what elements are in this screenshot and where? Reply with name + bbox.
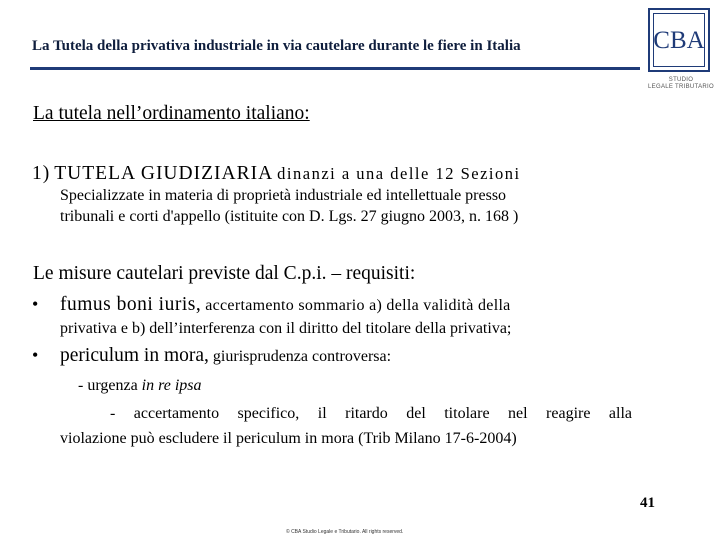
accertamento-paragraph <box>60 401 632 451</box>
bullet-fumus-cont: privativa e b) dell’interferenza con il diritto del titolare della privativa; <box>60 320 512 337</box>
bullet-periculum-desc: giurisprudenza controversa: <box>212 348 392 365</box>
logo-frame <box>648 8 710 72</box>
tutela-number: 1) <box>32 163 51 184</box>
bullet-symbol: • <box>32 345 39 365</box>
bullet-fumus-term: fumus boni iuris, <box>60 294 202 315</box>
copyright-notice: © CBA Studio Legale e Tributario. All rights reserved. <box>286 529 404 535</box>
urgenza-line <box>78 377 202 395</box>
tutela-lead: TUTELA GIUDIZIARIA <box>54 163 274 184</box>
tutela-paragraph <box>32 163 632 227</box>
logo-caption-line2: LEGALE TRIBUTARIO <box>648 84 714 90</box>
tutela-rest: dinanzi a una delle 12 Sezioni <box>277 164 521 183</box>
bullet-fumus-line1 <box>32 293 632 317</box>
logo-caption <box>645 77 717 91</box>
urgenza-prefix: - urgenza <box>78 377 138 394</box>
bullet-periculum-term: periculum in mora, <box>60 345 209 366</box>
header-divider <box>30 67 640 70</box>
accertamento-line2: violazione può escludere il periculum in mora (Trib Milano 17-6-2004) <box>60 430 517 447</box>
bullet-periculum-line1 <box>32 344 632 368</box>
bullet-symbol: • <box>32 294 39 314</box>
logo-caption-line1: STUDIO <box>668 77 694 83</box>
misure-title: Le misure cautelari previste dal C.p.i. – requisiti: <box>33 263 416 284</box>
tutela-line2: Specializzate in materia di proprietà industriale ed intellettuale presso <box>60 187 507 204</box>
tutela-line3: tribunali e corti d'appello (istituite con D. Lgs. 27 giugno 2003, n. 168 ) <box>60 208 519 225</box>
cba-logo <box>645 5 715 90</box>
page-number: 41 <box>640 495 655 511</box>
bullet-fumus-desc: accertamento sommario a) della validità della <box>205 297 511 314</box>
logo-text: CBA <box>653 27 705 54</box>
accertamento-line1: - accertamento specifico, il ritardo del titolare nel reagire alla <box>110 405 632 422</box>
bullet-periculum <box>32 344 632 368</box>
slide-header-title: La Tutela della privativa industriale in via cautelare durante le fiere in Italia <box>32 38 521 54</box>
section-title: La tutela nell’ordinamento italiano: <box>33 103 310 124</box>
urgenza-italic: in re ipsa <box>141 377 202 394</box>
bullet-fumus <box>32 293 632 340</box>
